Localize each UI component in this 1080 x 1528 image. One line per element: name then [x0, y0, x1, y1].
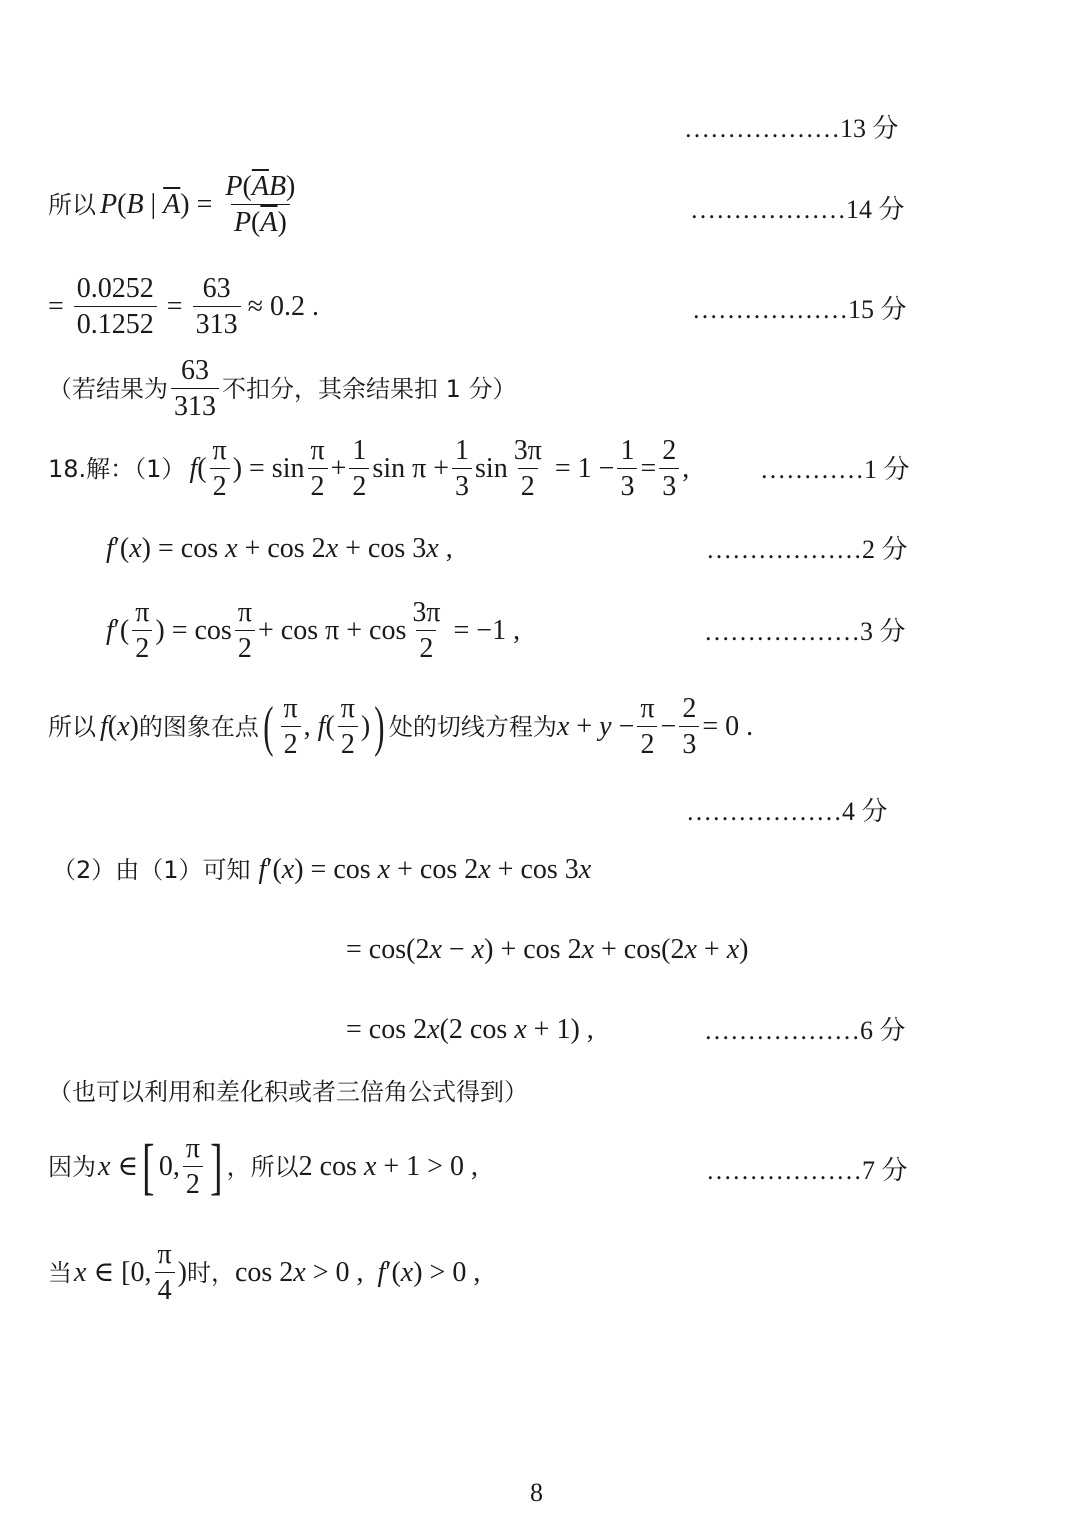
- text-suoyi: 所以: [48, 190, 96, 219]
- num-0252: 0.0252: [76, 273, 154, 304]
- text-chu: 处的切线方程为: [388, 712, 557, 741]
- score-13: ………………13 分: [684, 114, 899, 143]
- approx-value: ≈ 0.2 .: [247, 290, 319, 322]
- line-monotone: 当 x ∈ [0, $\frac{\pi}{4}$ ) 时， cos 2 x > 0 , f ′( x ) > 0 ,: [48, 1239, 481, 1307]
- text-dang: 当: [48, 1258, 72, 1287]
- frac-prob: $\frac{P(\overline{A}B)}{P(\overline{A})}$: [225, 171, 296, 239]
- line-conditional-prob: 所以 P ( B | $\overline{A}$ ) = $\frac{P(\overline{A}B)}{P(\overline{A})}$: [48, 172, 301, 238]
- score-14: ………………14 分: [690, 195, 905, 224]
- score-2: ………………2 分: [706, 535, 908, 564]
- text-suoyi2: ，所以: [226, 1152, 299, 1181]
- line-q18-part1: 18.解：（1） f ( $\frac{\pi}{2}$ ) = sin $\frac{\pi}{2}$ + $\frac{1}{2}$ sin π + $\frac{1}{3}$ sin $\frac{3\pi}{2}$ = 1 − $\frac{1}{3}$ = $\frac{2}{3}$ ,: [48, 435, 690, 503]
- line-note-alt: [48, 1080, 528, 1104]
- den-313: 313: [193, 306, 241, 339]
- line-note-result: （若结果为 $\frac{63}{313}$ 不扣分，其余结果扣 1 分）: [48, 355, 517, 423]
- text-shi: 时，: [186, 1258, 235, 1287]
- page-number: 8: [530, 1478, 543, 1507]
- text-q18: 18.解：（1）: [48, 454, 186, 483]
- line-sum-rewrite: = cos(2 x − x ) + cos 2 x + cos(2 x + x ): [346, 934, 749, 965]
- score-4: ………………4 分: [686, 797, 888, 826]
- text-yeke: （也可以利用和差化积或者三倍角公式得到）: [48, 1078, 528, 1106]
- den-1252: 0.1252: [74, 306, 157, 339]
- line-interval: 因为 x ∈ [ 0, $\frac{\pi}{2}$ ] ，所以 2 cos x + 1 > 0 ,: [48, 1132, 478, 1201]
- text-part2: （2）由（1）可知: [52, 856, 251, 884]
- line-derivative: f ′( x ) = cos x + cos 2 x + cos 3 x ,: [106, 533, 453, 564]
- score-3: ………………3 分: [704, 617, 906, 646]
- score-15: ………………15 分: [692, 295, 907, 324]
- line-derivative-value: f ′( $\frac{\pi}{2}$ ) = cos $\frac{\pi}{2}$ + cos π + cos $\frac{3\pi}{2}$ = −1 ,: [106, 597, 521, 665]
- line-factored: = cos 2 x (2 cos x + 1) ,: [346, 1014, 594, 1045]
- score-6: ………………6 分: [704, 1016, 906, 1045]
- score-7: ………………7 分: [706, 1156, 908, 1185]
- num-63: 63: [202, 273, 231, 304]
- text-ruo: （若结果为: [48, 374, 168, 403]
- text-yinwei: 因为: [48, 1152, 96, 1181]
- line-numeric: = $\frac{0.0252}{0.1252}$ = $\frac{63}{313}$ ≈ 0.2 .: [48, 273, 319, 341]
- line-part2: （2）由（1）可知 f ′( x ) = cos x + cos 2 x + cos 3 x: [52, 854, 592, 885]
- score-1: …………1 分: [760, 455, 910, 484]
- text-tuxiang: 的图象在点: [138, 712, 259, 741]
- line-tangent: 所以 f ( x ) 的图象在点 ( $\frac{\pi}{2}$ , f ( $\frac{\pi}{2}$ ) ) 处的切线方程为 x + y − $\frac{\pi}{2}$ − $\frac{2}{3}$ = 0 .: [48, 693, 754, 761]
- text-bukou: 不扣分，其余结果扣 1 分）: [222, 374, 517, 403]
